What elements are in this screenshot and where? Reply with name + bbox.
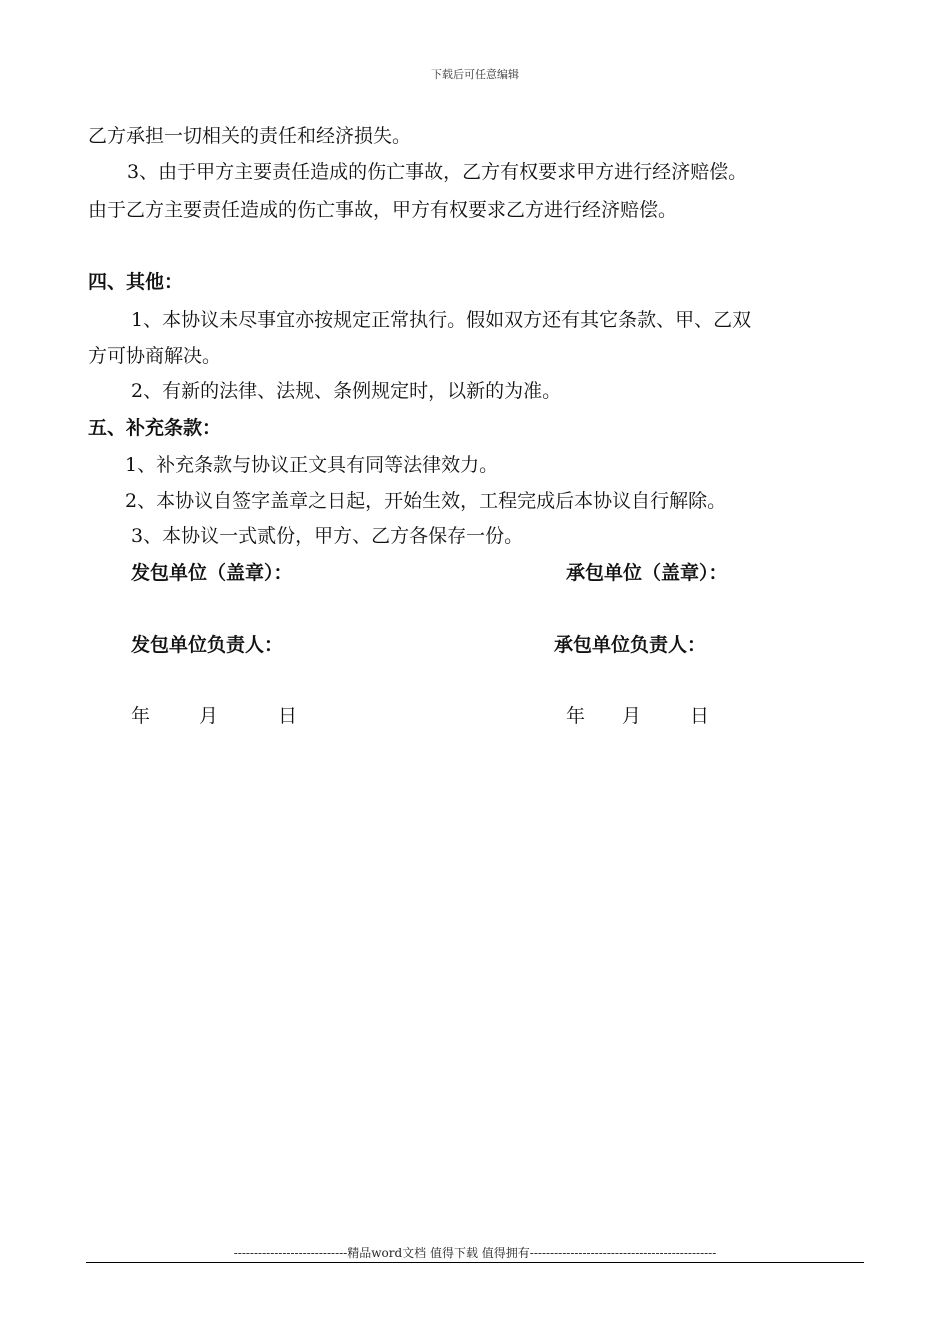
subcontractor-seal-label: 承包单位（盖章）： — [566, 562, 728, 584]
date-year: 年 — [131, 705, 151, 727]
contractor-seal-label: 发包单位（盖章）： — [131, 562, 293, 584]
date-month: 月 — [199, 705, 219, 727]
section-4-item-1-line-1: 1、本协议未尽事宜亦按规定正常执行。假如双方还有其它条款、甲、乙双 — [131, 309, 752, 331]
section-5-item-3: 3、本协议一式贰份，甲方、乙方各保存一份。 — [131, 525, 524, 547]
subcontractor-date — [566, 704, 709, 728]
paragraph-2: 3、由于甲方主要责任造成的伤亡事故，乙方有权要求甲方进行经济赔偿。 — [127, 161, 748, 183]
section-5-item-1: 1、补充条款与协议正文具有同等法律效力。 — [125, 454, 499, 476]
contractor-date — [131, 704, 297, 728]
date-day: 日 — [278, 705, 298, 727]
section-4-item-1-line-2: 方可协商解决。 — [88, 345, 222, 367]
subcontractor-representative-label: 承包单位负责人： — [554, 634, 707, 656]
date-year: 年 — [566, 705, 586, 727]
section-5-item-2: 2、本协议自签字盖章之日起，开始生效，工程完成后本协议自行解除。 — [125, 490, 727, 512]
paragraph-1: 乙方承担一切相关的责任和经济损失。 — [88, 125, 412, 147]
date-day: 日 — [690, 705, 710, 727]
footer-text: ----------------------------精品word文档 值得下载 值得拥有---------------------------------------------- — [233, 1246, 717, 1260]
footer-rule — [86, 1262, 864, 1263]
header-note: 下载后可任意编辑 — [431, 68, 519, 81]
section-4-title: 四、其他： — [88, 271, 184, 293]
section-4-item-2: 2、有新的法律、法规、条例规定时，以新的为准。 — [131, 380, 562, 402]
section-5-title: 五、补充条款： — [88, 417, 222, 439]
paragraph-3: 由于乙方主要责任造成的伤亡事故，甲方有权要求乙方进行经济赔偿。 — [88, 199, 678, 221]
date-month: 月 — [622, 705, 642, 727]
contractor-representative-label: 发包单位负责人： — [131, 634, 284, 656]
